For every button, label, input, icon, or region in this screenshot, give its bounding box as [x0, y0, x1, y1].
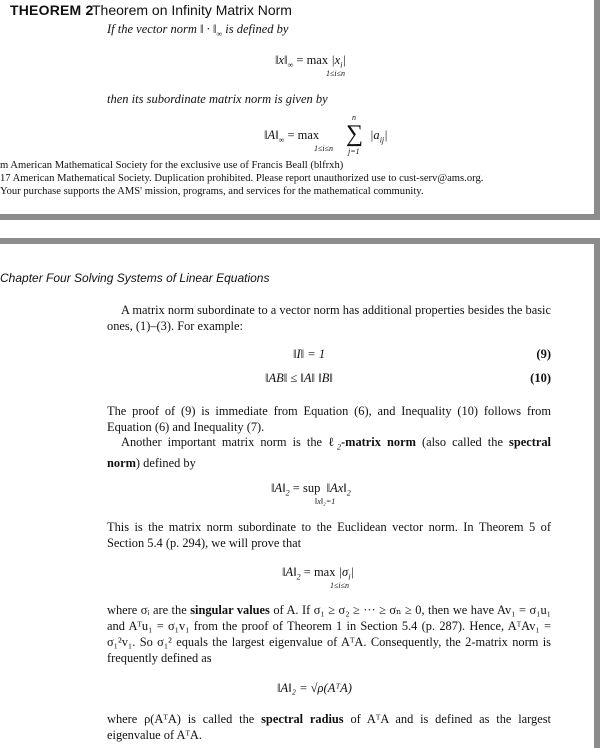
p5-bold-singular-values: singular values: [190, 603, 270, 617]
eq1-limits: 1≤i≤n: [326, 69, 346, 78]
eq1-lhs-sub: ∞: [287, 60, 294, 70]
eq-sup-lhs-sub: 2: [285, 488, 290, 498]
paragraph-4: This is the matrix norm subordinate to the Euclidean vector norm. In Theorem 5 of Section 5.4 (p. 294), we will prove that: [107, 520, 551, 550]
eq-10: ‖AB‖ ≤ ‖A‖ ‖B‖: [265, 371, 333, 385]
notice-line-2: 17 American Mathematical Society. Duplication prohibited. Please report unauthorized use to cust-serv@ams.org.: [0, 173, 484, 184]
eq2-rhs-sub: ij: [379, 135, 385, 145]
eq1-rhs: |x: [331, 53, 341, 67]
eq-10-number: (10): [530, 371, 551, 385]
p6-text-a: where ρ(AᵀA) is called the: [107, 712, 262, 726]
theorem-intro-sub: ∞: [216, 29, 223, 39]
eq-sig-lhs: ‖A‖: [282, 565, 297, 579]
page-separator-bottom: [0, 238, 600, 244]
eq1-op: = max: [296, 53, 329, 67]
p3-bold-matrix-norm: -matrix norm: [341, 435, 416, 449]
eq2-rhs-group: [370, 128, 388, 145]
eq2-op: = max: [287, 128, 320, 142]
eq-sup-rhs: ‖Ax‖: [326, 481, 347, 495]
eq-9: ‖I‖ = 1: [293, 347, 326, 361]
theorem-label: THEOREM 2: [10, 2, 94, 18]
theorem-intro-end: is defined by: [222, 22, 289, 36]
paragraph-6: [107, 711, 551, 743]
eq-matrix-norm: [264, 128, 319, 145]
eq-sig-lhs-sub: 2: [296, 572, 301, 582]
eq-sup-lhs: ‖A‖: [271, 481, 286, 495]
eq-sig-rhs-sub: i: [348, 572, 351, 582]
eq-sup-op: = sup: [292, 481, 321, 495]
eq2-rhs-end: |: [384, 128, 388, 142]
paragraph-3: [107, 434, 551, 471]
page-right-edge-top: [594, 0, 600, 214]
eq-sup-limits: ‖x‖₂=1: [315, 497, 336, 506]
eq2-lhs: ‖A‖: [264, 128, 279, 142]
eq2-rhs: |a: [370, 128, 380, 142]
eq-sig-op: = max: [303, 565, 336, 579]
eq-sig-limits: 1≤i≤n: [330, 581, 350, 590]
paragraph-2: The proof of (9) is immediate from Equation (6), and Inequality (10) follows from Equation (6) and Inequality (7).: [107, 404, 551, 434]
p6-text-c: of AᵀA and is defined as the largest eigenvalue of AᵀA.: [107, 712, 551, 742]
eq-sig-rhs-end: |: [350, 565, 354, 579]
eq-sigma: [282, 565, 354, 582]
eq-vector-norm: [275, 53, 346, 70]
summation-sign: ∑: [346, 121, 364, 147]
eq2-lhs-sub: ∞: [278, 135, 285, 145]
eq-sup-rhs-sub: 2: [346, 488, 351, 498]
p3-text-e: ) defined by: [135, 456, 196, 471]
page-separator-top: [0, 214, 600, 220]
eq1-rhs-end: |: [342, 53, 346, 67]
paragraph-1: A matrix norm subordinate to a vector norm has additional properties besides the basic ones, (1)–(3). For example:: [107, 303, 551, 333]
notice-line-3: Your purchase supports the AMS' mission, programs, and services for the mathematical community.: [0, 186, 424, 197]
eq2-sum-top: n: [352, 113, 356, 122]
p3-text-a: Another important matrix norm is the ℓ: [121, 435, 338, 449]
p5-text-a: where σᵢ are the: [107, 603, 191, 617]
theorem-intro: [107, 22, 288, 39]
theorem-then: then its subordinate matrix norm is given by: [107, 92, 328, 106]
p3-bold-spectral-norm: spectral norm: [107, 435, 551, 471]
eq-rho: ‖A‖₂ = √ρ(AᵀA): [277, 681, 352, 695]
eq1-lhs: ‖x‖: [275, 53, 288, 67]
p5-text-c: of A. If σ₁ ≥ σ₂ ≥ ··· ≥ σₙ ≥ 0, then we have Av₁ = σ₁u₁ and Aᵀu₁ = σ₁v₁ from the proof of Theorem 1 in Section 5.4 (p. 287). Hence, AᵀAv₁ = σ₁²v₁. So σ₁² equals the largest eigenvalue of AᵀA. Consequently, the 2-matrix norm is frequently defined as: [107, 603, 551, 665]
theorem-title: Theorem on Infinity Matrix Norm: [92, 2, 292, 18]
eq2-sum-bottom: j=1: [348, 147, 360, 156]
eq-sup: [271, 481, 351, 498]
eq1-rhs-sub: i: [340, 60, 343, 70]
eq-sig-rhs: |σ: [338, 565, 349, 579]
theorem-intro-text: If the vector norm ‖ · ‖: [107, 22, 217, 36]
notice-line-1: m American Mathematical Society for the exclusive use of Francis Beall (blfrxh): [0, 160, 344, 171]
p6-bold-spectral-radius: spectral radius: [261, 712, 344, 726]
eq2-limits: 1≤i≤n: [314, 144, 334, 153]
chapter-header: Chapter Four Solving Systems of Linear Equations: [0, 271, 270, 285]
page-right-edge-bottom: [594, 238, 600, 748]
p3-sub: 2: [337, 442, 342, 452]
eq-9-number: (9): [536, 347, 551, 361]
paragraph-5: [107, 602, 551, 666]
p3-text-c: (also called the: [415, 435, 510, 449]
